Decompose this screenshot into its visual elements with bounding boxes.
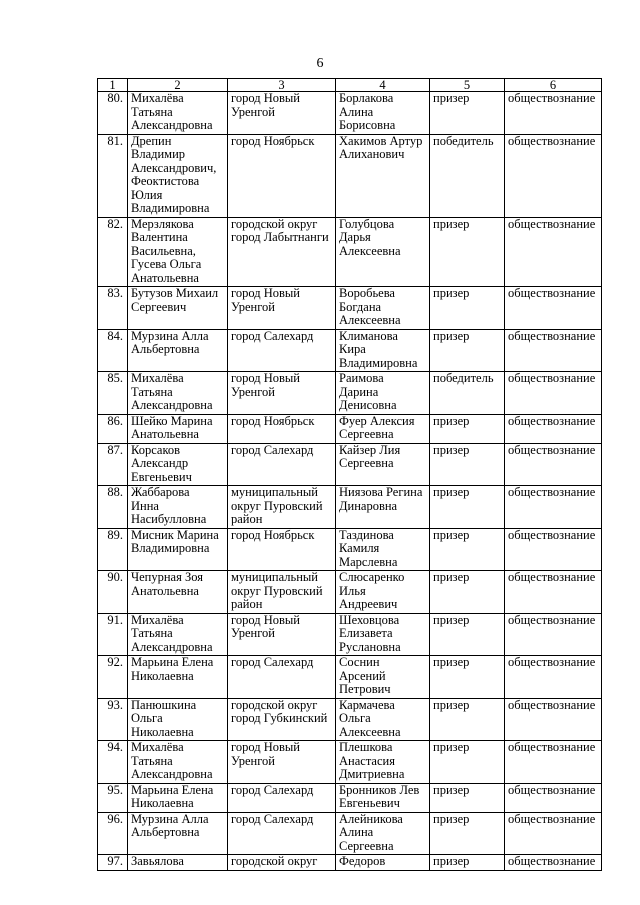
subject-cell: обществознание: [505, 783, 602, 812]
subject-cell: обществознание: [505, 656, 602, 699]
subject-cell: обществознание: [505, 287, 602, 330]
municipality-cell: город Салехард: [228, 783, 336, 812]
student-cell: Бронников Лев Евгеньевич: [336, 783, 430, 812]
status-cell: призер: [430, 855, 505, 871]
subject-cell: обществознание: [505, 613, 602, 656]
subject-cell: обществознание: [505, 741, 602, 784]
teacher-cell: Шейко Марина Анатольевна: [128, 414, 228, 443]
student-cell: Климанова Кира Владимировна: [336, 329, 430, 372]
row-number-cell: 95.: [98, 783, 128, 812]
row-number-cell: 91.: [98, 613, 128, 656]
status-cell: призер: [430, 698, 505, 741]
table-row: [98, 217, 602, 287]
page-number: 6: [316, 56, 324, 71]
municipality-cell: городской округ: [228, 855, 336, 871]
column-header-5: 5: [430, 79, 505, 92]
header-row: [98, 79, 602, 92]
status-cell: призер: [430, 656, 505, 699]
subject-cell: обществознание: [505, 812, 602, 855]
teacher-cell: Михалёва Татьяна Александровна: [128, 372, 228, 415]
table-row: [98, 372, 602, 415]
student-cell: Соснин Арсений Петрович: [336, 656, 430, 699]
student-cell: Кайзер Лия Сергеевна: [336, 443, 430, 486]
status-cell: призер: [430, 528, 505, 571]
row-number-cell: 85.: [98, 372, 128, 415]
subject-cell: обществознание: [505, 372, 602, 415]
row-number-cell: 80.: [98, 92, 128, 135]
table-row: [98, 443, 602, 486]
student-cell: Федоров: [336, 855, 430, 871]
student-cell: Слюсаренко Илья Андреевич: [336, 571, 430, 614]
teacher-cell: Жаббарова Инна Насибулловна: [128, 486, 228, 529]
student-cell: Воробьева Богдана Алексеевна: [336, 287, 430, 330]
row-number-cell: 93.: [98, 698, 128, 741]
student-cell: Фуер Алексия Сергеевна: [336, 414, 430, 443]
row-number-cell: 86.: [98, 414, 128, 443]
subject-cell: обществознание: [505, 698, 602, 741]
row-number-cell: 84.: [98, 329, 128, 372]
row-number-cell: 89.: [98, 528, 128, 571]
municipality-cell: город Салехард: [228, 443, 336, 486]
teacher-cell: Чепурная Зоя Анатольевна: [128, 571, 228, 614]
municipality-cell: муниципальный округ Пуровский район: [228, 571, 336, 614]
status-cell: призер: [430, 812, 505, 855]
row-number-cell: 83.: [98, 287, 128, 330]
table-row: [98, 287, 602, 330]
status-cell: призер: [430, 486, 505, 529]
status-cell: призер: [430, 217, 505, 287]
table-row: [98, 812, 602, 855]
municipality-cell: городской округ город Лабытнанги: [228, 217, 336, 287]
teacher-cell: Мурзина Алла Альбертовна: [128, 812, 228, 855]
status-cell: призер: [430, 443, 505, 486]
status-cell: победитель: [430, 372, 505, 415]
municipality-cell: город Ноябрьск: [228, 528, 336, 571]
row-number-cell: 97.: [98, 855, 128, 871]
subject-cell: обществознание: [505, 855, 602, 871]
table-row: [98, 741, 602, 784]
teacher-cell: Марьина Елена Николаевна: [128, 656, 228, 699]
column-header-1: 1: [98, 79, 128, 92]
row-number-cell: 94.: [98, 741, 128, 784]
municipality-cell: город Новый Уренгой: [228, 372, 336, 415]
teacher-cell: Мерзлякова Валентина Васильевна, Гусева Ольга Анатольевна: [128, 217, 228, 287]
teacher-cell: Завьялова: [128, 855, 228, 871]
status-cell: призер: [430, 329, 505, 372]
subject-cell: обществознание: [505, 329, 602, 372]
table-row: [98, 329, 602, 372]
column-header-2: 2: [128, 79, 228, 92]
municipality-cell: город Новый Уренгой: [228, 92, 336, 135]
table-row: [98, 528, 602, 571]
student-cell: Голубцова Дарья Алексеевна: [336, 217, 430, 287]
teacher-cell: Дрепин Владимир Александрович, Феоктистова Юлия Владимировна: [128, 134, 228, 217]
table-row: [98, 414, 602, 443]
student-cell: Ниязова Регина Динаровна: [336, 486, 430, 529]
row-number-cell: 92.: [98, 656, 128, 699]
subject-cell: обществознание: [505, 92, 602, 135]
student-cell: Раимова Дарина Денисовна: [336, 372, 430, 415]
teacher-cell: Мисник Марина Владимировна: [128, 528, 228, 571]
column-header-6: 6: [505, 79, 602, 92]
teacher-cell: Панюшкина Ольга Николаевна: [128, 698, 228, 741]
student-cell: Шеховцова Елизавета Руслановна: [336, 613, 430, 656]
teacher-cell: Михалёва Татьяна Александровна: [128, 741, 228, 784]
teacher-cell: Марьина Елена Николаевна: [128, 783, 228, 812]
table-row: [98, 783, 602, 812]
teacher-cell: Корсаков Александр Евгеньевич: [128, 443, 228, 486]
subject-cell: обществознание: [505, 486, 602, 529]
teacher-cell: Михалёва Татьяна Александровна: [128, 92, 228, 135]
column-header-3: 3: [228, 79, 336, 92]
row-number-cell: 87.: [98, 443, 128, 486]
teacher-cell: Михалёва Татьяна Александровна: [128, 613, 228, 656]
municipality-cell: город Ноябрьск: [228, 134, 336, 217]
status-cell: призер: [430, 783, 505, 812]
table-row: [98, 571, 602, 614]
row-number-cell: 96.: [98, 812, 128, 855]
teacher-cell: Бутузов Михаил Сергеевич: [128, 287, 228, 330]
municipality-cell: муниципальный округ Пуровский район: [228, 486, 336, 529]
row-number-cell: 82.: [98, 217, 128, 287]
subject-cell: обществознание: [505, 414, 602, 443]
table-row: [98, 134, 602, 217]
row-number-cell: 90.: [98, 571, 128, 614]
student-cell: Алейникова Алина Сергеевна: [336, 812, 430, 855]
status-cell: победитель: [430, 134, 505, 217]
student-cell: Хакимов Артур Алиханович: [336, 134, 430, 217]
table-row: [98, 92, 602, 135]
student-cell: Таздинова Камиля Марслевна: [336, 528, 430, 571]
subject-cell: обществознание: [505, 571, 602, 614]
teacher-cell: Мурзина Алла Альбертовна: [128, 329, 228, 372]
table-row: [98, 613, 602, 656]
row-number-cell: 81.: [98, 134, 128, 217]
status-cell: призер: [430, 613, 505, 656]
municipality-cell: город Салехард: [228, 812, 336, 855]
subject-cell: обществознание: [505, 217, 602, 287]
subject-cell: обществознание: [505, 443, 602, 486]
municipality-cell: городской округ город Губкинский: [228, 698, 336, 741]
municipality-cell: город Новый Уренгой: [228, 741, 336, 784]
status-cell: призер: [430, 571, 505, 614]
municipality-cell: город Новый Уренгой: [228, 287, 336, 330]
municipality-cell: город Салехард: [228, 656, 336, 699]
student-cell: Борлакова Алина Борисовна: [336, 92, 430, 135]
subject-cell: обществознание: [505, 134, 602, 217]
status-cell: призер: [430, 287, 505, 330]
status-cell: призер: [430, 92, 505, 135]
row-number-cell: 88.: [98, 486, 128, 529]
municipality-cell: город Салехард: [228, 329, 336, 372]
municipality-cell: город Новый Уренгой: [228, 613, 336, 656]
status-cell: призер: [430, 414, 505, 443]
table-body: [98, 92, 602, 871]
student-cell: Плешкова Анастасия Дмитриевна: [336, 741, 430, 784]
student-cell: Кармачева Ольга Алексеевна: [336, 698, 430, 741]
table-row: [98, 698, 602, 741]
table-row: [98, 486, 602, 529]
table-row: [98, 656, 602, 699]
subject-cell: обществознание: [505, 528, 602, 571]
results-table: [97, 78, 602, 871]
status-cell: призер: [430, 741, 505, 784]
municipality-cell: город Ноябрьск: [228, 414, 336, 443]
column-header-4: 4: [336, 79, 430, 92]
table-row: [98, 855, 602, 871]
